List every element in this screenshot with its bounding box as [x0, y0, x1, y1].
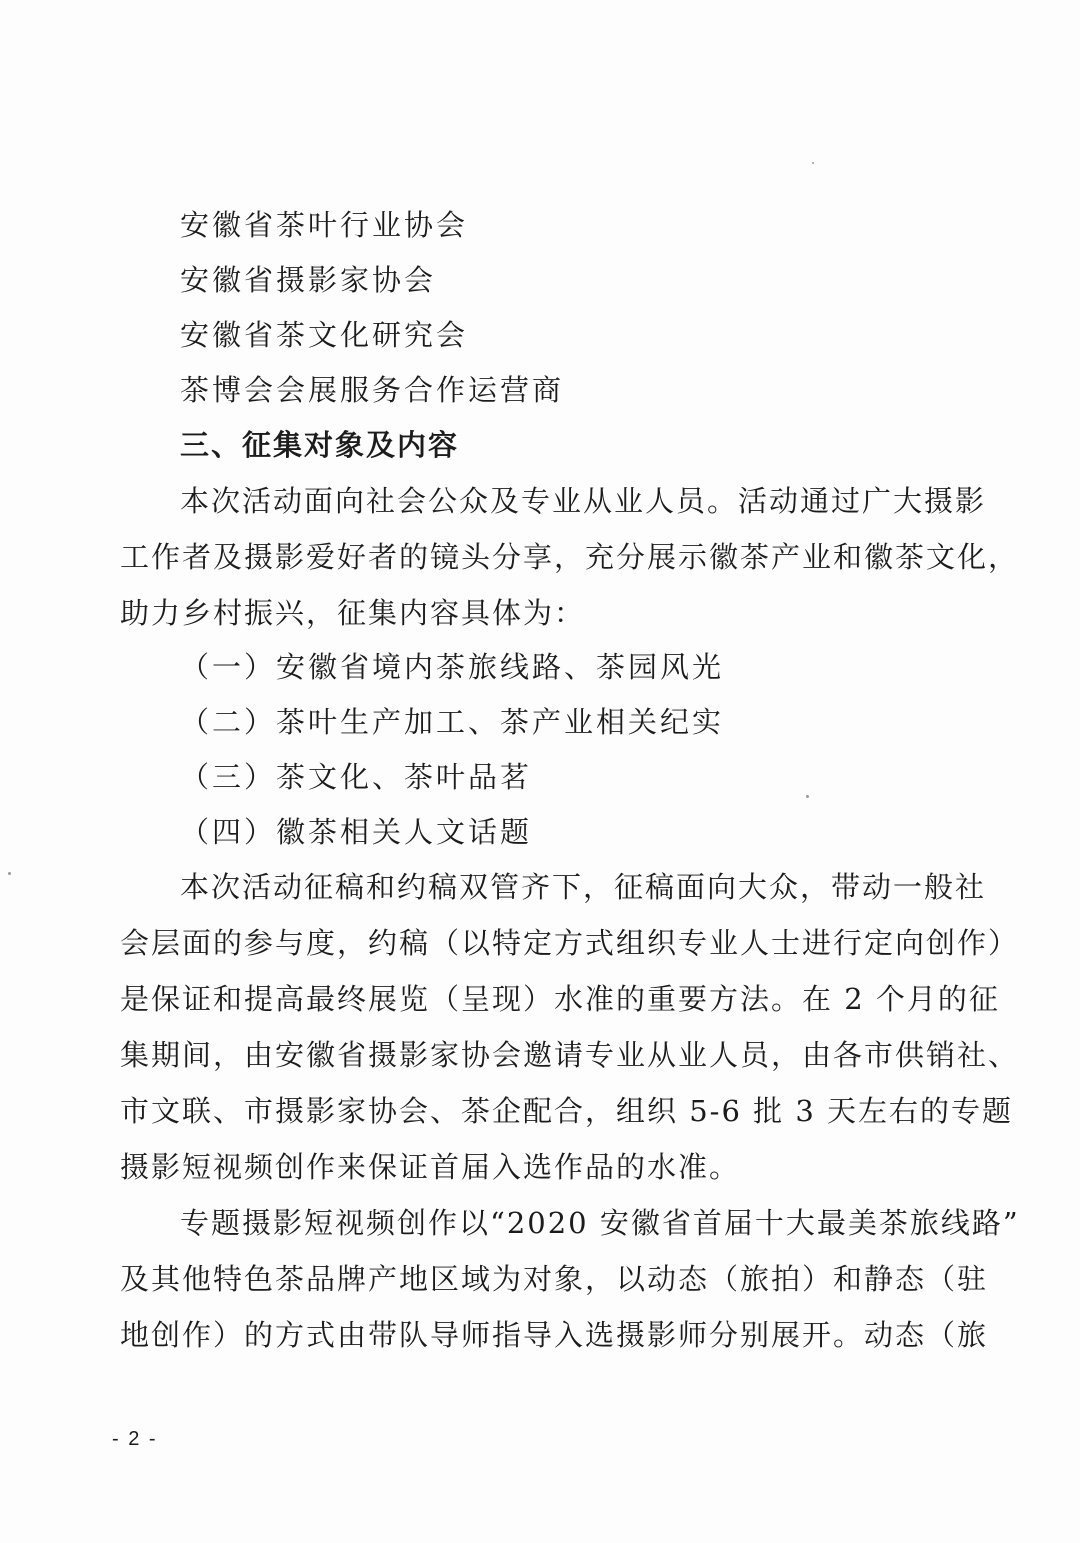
paragraph3-line-3-text: 地创作）的方式由带队导师指导入选摄影师分别展开。动态（旅 [120, 1318, 989, 1352]
content-item-3: （三）茶文化、茶叶品茗 [180, 760, 533, 794]
paragraph2-line-2 [120, 923, 1020, 963]
organizer-photographers-association: 安徽省摄影家协会 [180, 263, 437, 297]
paragraph3-line-2-text: 及其他特色茶品牌产地区域为对象，以动态（旅拍）和静态（驻 [120, 1262, 989, 1296]
content-item-1: （一）安徽省境内茶旅线路、茶园风光 [180, 650, 725, 684]
paragraph3-line-1 [180, 1203, 1020, 1243]
paragraph1-line-1 [180, 481, 987, 521]
organizer-expo-operator: 茶博会会展服务合作运营商 [180, 373, 565, 407]
paragraph1-line-2 [120, 537, 1020, 577]
paragraph2-line-1 [180, 867, 987, 907]
paragraph3-line-2 [120, 1259, 989, 1299]
paragraph1-line-2-text: 工作者及摄影爱好者的镜头分享，充分展示徽茶产业和徽茶文化， [120, 540, 1020, 574]
paragraph2-line-1-text: 本次活动征稿和约稿双管齐下，征稿面向大众，带动一般社 [180, 870, 987, 904]
organizer-tea-culture-society: 安徽省茶文化研究会 [180, 318, 469, 352]
paragraph3-line-1-text: 专题摄影短视频创作以“2020 安徽省首届十大最美茶旅线路” [180, 1206, 1020, 1240]
paragraph2-line-2-text: 会层面的参与度，约稿（以特定方式组织专业人士进行定向创作） [120, 926, 1020, 960]
page-number: - 2 - [112, 1428, 158, 1450]
paragraph2-line-4 [120, 1035, 1020, 1075]
content-item-2: （二）茶叶生产加工、茶产业相关纪实 [180, 705, 725, 739]
scan-speck [812, 162, 814, 164]
paragraph2-line-6: 摄影短视频创作来保证首届入选作品的水准。 [120, 1150, 741, 1184]
paragraph2-line-3-text: 是保证和提高最终展览（呈现）水准的重要方法。在 2 个月的征 [120, 982, 1000, 1016]
paragraph3-line-3 [120, 1315, 989, 1355]
organizer-tea-industry-association: 安徽省茶叶行业协会 [180, 208, 469, 242]
paragraph2-line-5-text: 市文联、市摄影家协会、茶企配合，组织 5-6 批 3 天左右的专题 [120, 1094, 1014, 1128]
paragraph2-line-4-text: 集期间，由安徽省摄影家协会邀请专业从业人员，由各市供销社、 [120, 1038, 1020, 1072]
paragraph2-line-5 [120, 1091, 1014, 1131]
paragraph1-line-1-text: 本次活动面向社会公众及专业从业人员。活动通过广大摄影 [180, 484, 987, 518]
scan-speck [806, 795, 809, 798]
section-heading: 三、征集对象及内容 [180, 428, 460, 462]
paragraph1-line-3: 助力乡村振兴，征集内容具体为： [120, 596, 586, 630]
content-item-4: （四）徽茶相关人文话题 [180, 815, 533, 849]
paragraph2-line-3 [120, 979, 1000, 1019]
scan-speck [8, 872, 11, 875]
